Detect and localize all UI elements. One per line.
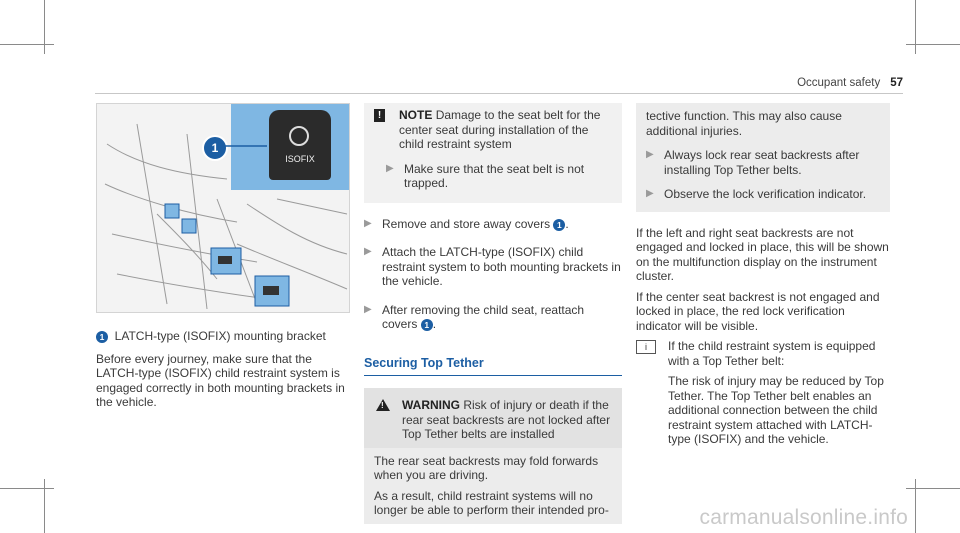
info-block (636, 339, 890, 453)
callout-badge: 1 (553, 219, 565, 231)
step-arrow-icon: ▶ (364, 303, 372, 315)
step-arrow-icon: ▶ (364, 217, 372, 229)
header-rule (95, 93, 903, 94)
crop-mark (0, 488, 54, 489)
instruction-step (364, 245, 622, 289)
note-text: Damage to the seat belt for the center seat during installation of the child restraint system (399, 108, 601, 151)
body-paragraph: If the center seat backrest is not engaged and locked in place, the red lock verification indicator will be visible. (636, 289, 880, 333)
child-seat-icon (289, 126, 309, 146)
step-text: After removing the child seat, reattach covers (382, 302, 585, 331)
warning-text: Risk of injury or death if the rear seat backrests are not locked after Top Tether belts are installed (402, 398, 611, 441)
step-arrow-icon: ▶ (646, 188, 654, 199)
warning-label: WARNING (402, 398, 460, 412)
exclamation-icon: ! (374, 109, 385, 122)
step-arrow-icon: ▶ (646, 149, 654, 160)
figure-caption (96, 329, 348, 344)
crop-mark (915, 0, 916, 54)
instruction-step (364, 217, 622, 232)
step-text: Always lock rear seat backrests after installing Top Tether belts. (664, 148, 860, 177)
crop-mark (915, 479, 916, 533)
page-number: 57 (890, 77, 903, 89)
note-box (364, 103, 622, 203)
step-text: Observe the lock verification indicator. (664, 187, 867, 201)
column-middle (364, 103, 622, 524)
note-label: NOTE (399, 108, 433, 122)
crop-mark (44, 479, 45, 533)
column-left (96, 103, 348, 416)
step-text: . (565, 216, 569, 231)
callout-badge: 1 (96, 331, 108, 343)
warning-paragraph: tective function. This may also cause additional injuries. (646, 109, 842, 138)
column-right (636, 103, 890, 453)
crop-mark (0, 44, 54, 45)
figure-callout-1: 1 (202, 135, 228, 161)
isofix-inset (231, 104, 350, 190)
body-paragraph: Before every journey, make sure that the LATCH-type (ISOFIX) child restraint system is engaged correctly in both mounting brackets in the vehicle. (96, 351, 345, 409)
isofix-label: ISOFIX (285, 153, 315, 164)
warning-paragraph: The rear seat backrests may fold forwards when you are driving. (374, 453, 599, 482)
crop-mark (44, 0, 45, 54)
info-paragraph: If the child restraint system is equipped with a Top Tether belt: (668, 339, 876, 368)
note-step: Make sure that the seat belt is not trapped. (404, 161, 585, 190)
step-text: Attach the LATCH-type (ISOFIX) child restraint system to both mounting brackets in the vehicle. (382, 245, 621, 288)
warning-paragraph: As a result, child restraint systems will no longer be able to perform their intended pro- (374, 488, 609, 517)
step-arrow-icon: ▶ (386, 162, 394, 174)
step-arrow-icon: ▶ (364, 246, 372, 257)
step-text: . (432, 317, 437, 331)
running-header (797, 76, 903, 91)
warning-box (364, 388, 622, 524)
isofix-figure (96, 103, 350, 313)
section-name: Occupant safety (797, 77, 881, 89)
callout-badge: 1 (421, 319, 433, 331)
info-paragraph: The risk of injury may be reduced by Top Tether. The Top Tether belt enables an additional connection between the child restraint system attached with LATCH-type (ISOFIX) and the vehicle. (668, 374, 884, 446)
warning-continuation (636, 103, 890, 212)
top-tether-info-icon: i (636, 340, 656, 354)
body-paragraph: If the left and right seat backrests are not engaged and locked in place, this will be shown on the multifunction display on the instrument cluster. (636, 225, 889, 283)
step-text: Remove and store away covers (382, 216, 551, 231)
watermark: carmanualsonline.info (699, 505, 908, 529)
instruction-step (364, 303, 622, 332)
isofix-bracket-closeup (269, 110, 331, 180)
section-title: Securing Top Tether (364, 356, 622, 377)
warning-triangle-icon: ! (376, 399, 390, 411)
caption-text: LATCH-type (ISOFIX) mounting bracket (114, 329, 326, 343)
